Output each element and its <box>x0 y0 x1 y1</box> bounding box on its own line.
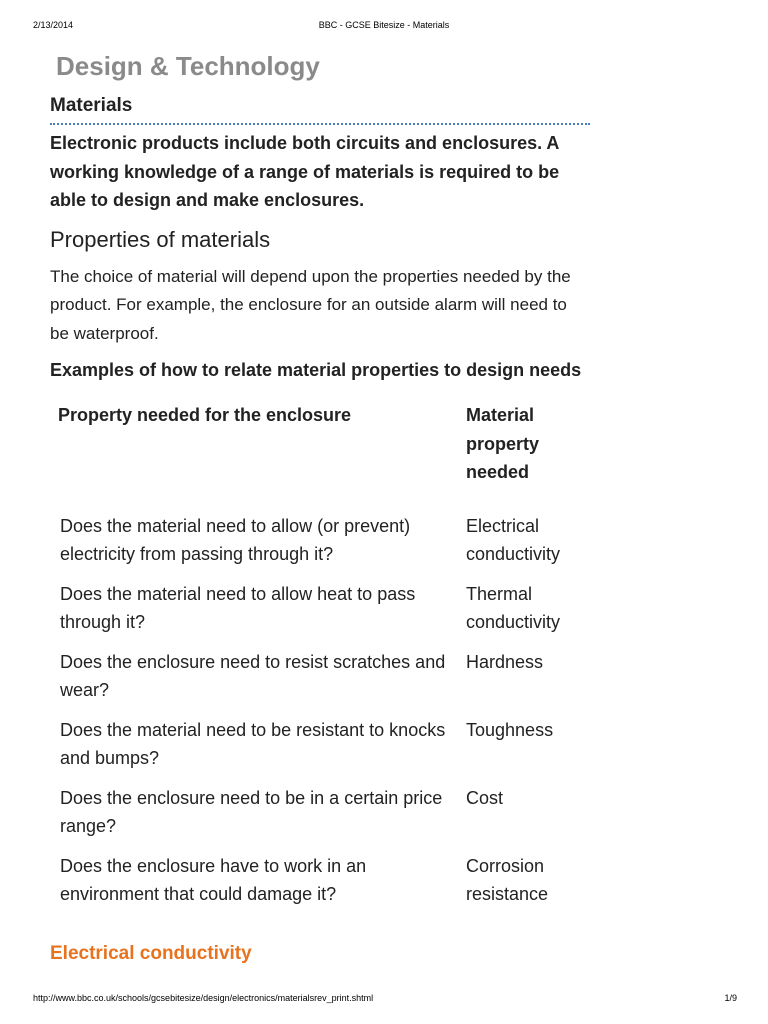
print-page-number: 1/9 <box>724 993 737 1003</box>
properties-heading: Properties of materials <box>50 226 271 252</box>
table-cell-question: Does the enclosure have to work in an environment that could damage it? <box>60 855 367 904</box>
table-cell-property: Electrical conductivity <box>466 515 561 564</box>
table-row <box>50 512 590 580</box>
table-row <box>50 580 590 648</box>
table-row <box>50 716 590 784</box>
site-title: Design & Technology <box>56 51 320 81</box>
table-cell-property: Thermal conductivity <box>466 583 561 632</box>
table-row <box>50 648 590 716</box>
table-cell-question: Does the enclosure need to be in a certain price range? <box>60 787 443 836</box>
table-cell-question: Does the enclosure need to resist scratches and wear? <box>60 651 446 700</box>
table-cell-property: Cost <box>466 787 504 808</box>
print-url: http://www.bbc.co.uk/schools/gcsebitesize/design/electronics/materialsrev_print.shtml <box>33 993 374 1003</box>
table-row <box>50 852 590 920</box>
print-page-title: BBC - GCSE Bitesize - Materials <box>318 20 450 30</box>
print-date: 2/13/2014 <box>33 20 74 30</box>
section-title: Materials <box>50 95 133 116</box>
table-cell-property: Toughness <box>466 719 554 740</box>
table-cell-property: Corrosion resistance <box>466 855 549 904</box>
table-cell-question: Does the material need to allow heat to pass through it? <box>60 583 416 632</box>
print-header <box>0 20 768 32</box>
dotted-divider <box>50 123 590 125</box>
table-header-cell: Material property needed <box>466 405 540 482</box>
intro-paragraph: Electronic products include both circuits and enclosures. A working knowledge of a range of materials is required to be able to design and make enclosures. <box>50 133 560 210</box>
properties-table <box>50 401 590 920</box>
electrical-conductivity-heading: Electrical conductivity <box>50 943 252 964</box>
table-cell-question: Does the material need to be resistant to knocks and bumps? <box>60 719 446 768</box>
table-row <box>50 784 590 852</box>
table-cell-property: Hardness <box>466 651 544 672</box>
table-cell-question: Does the material need to allow (or prevent) electricity from passing through it? <box>60 515 411 564</box>
properties-paragraph: The choice of material will depend upon the properties needed by the product. For example, the enclosure for an outside alarm will need to be waterproof. <box>50 266 571 343</box>
page-content <box>50 48 590 920</box>
print-footer <box>0 993 768 1005</box>
table-header-row <box>50 401 590 512</box>
examples-heading: Examples of how to relate material properties to design needs <box>50 360 582 380</box>
table-header-cell: Property needed for the enclosure <box>58 405 352 425</box>
